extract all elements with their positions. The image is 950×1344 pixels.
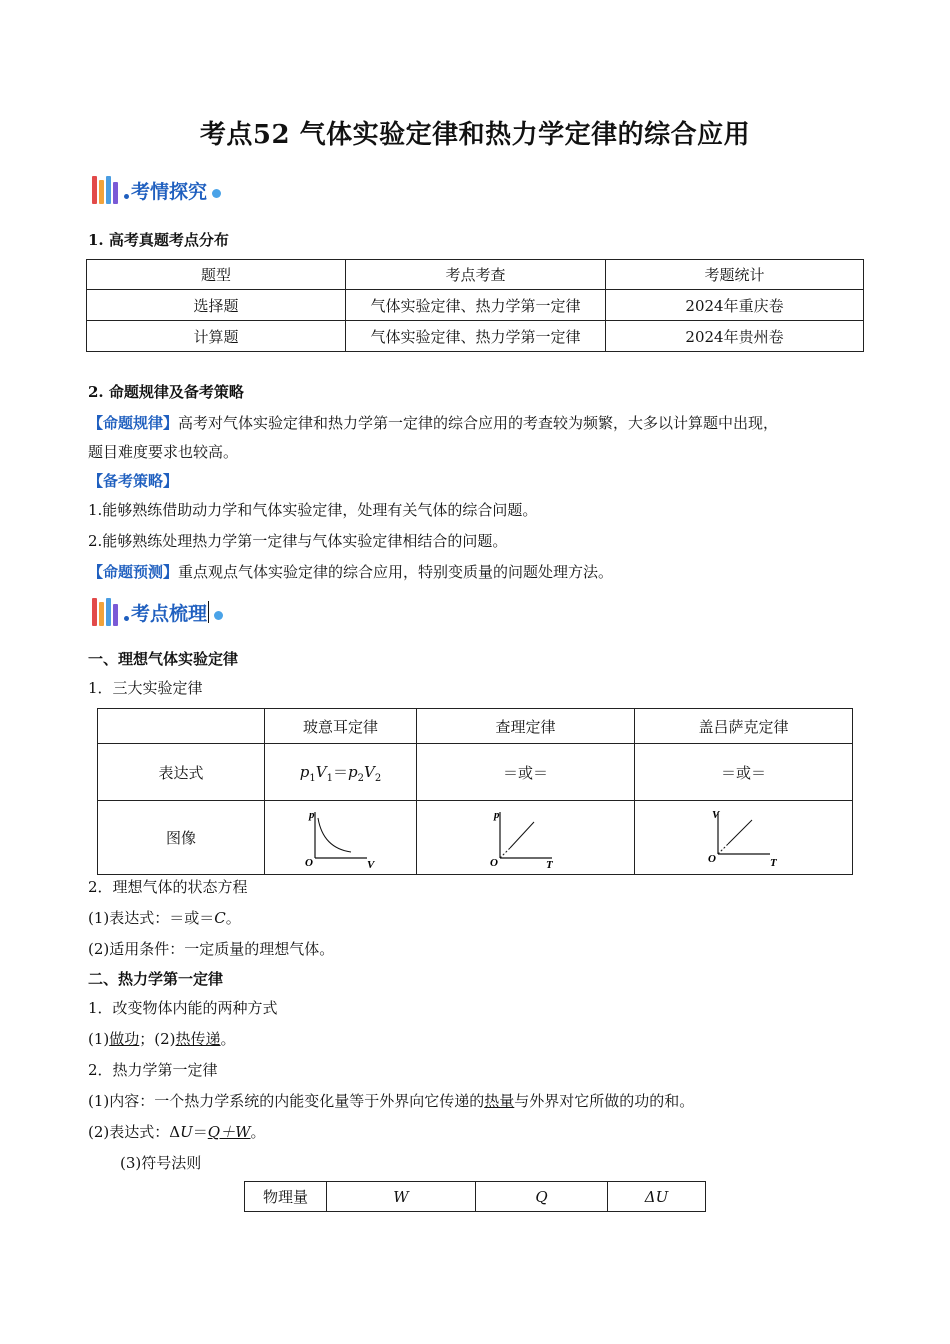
strategy-item: 2.能够熟练处理热力学第一定律与气体实验定律相结合的问题。 <box>88 532 508 550</box>
boyle-expression: $p_1V_1=p_2V_2$ <box>265 744 417 801</box>
dot-icon <box>214 611 223 620</box>
table-header <box>98 709 265 744</box>
table-header: 查理定律 <box>417 709 635 744</box>
table-cell: 表达式 <box>98 744 265 801</box>
section-heading: 1. 高考真题考点分布 <box>88 231 229 249</box>
sign-rule-table <box>244 1181 706 1212</box>
table-header: 玻意耳定律 <box>265 709 417 744</box>
table-cell: 2024年重庆卷 <box>606 290 864 321</box>
svg-text:O: O <box>707 852 716 865</box>
table-cell: 2024年贵州卷 <box>606 321 864 352</box>
table-cell: 气体实验定律、热力学第一定律 <box>346 321 606 352</box>
table-header: W <box>327 1182 476 1212</box>
sub-heading: 1．三大实验定律 <box>88 679 203 697</box>
charles-expression: ＝或＝ <box>417 744 635 801</box>
dot-icon <box>212 189 221 198</box>
page-title: 考点52 气体实验定律和热力学定律的综合应用 <box>199 120 751 150</box>
sub-heading: 1．改变物体内能的两种方式 <box>88 999 278 1017</box>
sub-heading: 2．理想气体的状态方程 <box>88 878 248 896</box>
table-cell: 气体实验定律、热力学第一定律 <box>346 290 606 321</box>
condition-text: (2)适用条件：一定质量的理想气体。 <box>88 940 335 958</box>
svg-text:p: p <box>493 808 499 821</box>
section-heading: 2. 命题规律及备考策略 <box>88 383 244 401</box>
sub-heading: 2．热力学第一定律 <box>88 1061 218 1079</box>
gaylussac-graph-cell <box>635 801 853 875</box>
predict-text: 重点观点气体实验定律的综合应用，特别变质量的问题处理方法。 <box>178 563 614 581</box>
table-header: 物理量 <box>245 1182 327 1212</box>
section-banner-key-points <box>92 598 223 626</box>
pt-line-graph <box>486 806 566 870</box>
rule-paragraph <box>88 412 778 434</box>
table-cell: 图像 <box>98 801 265 875</box>
first-law-formula: (2)表达式：ΔU＝Q＋W。 <box>88 1123 266 1141</box>
first-law-content: (1)内容：一个热力学系统的内能变化量等于外界向它传递的热量与外界对它所做的功的和。 <box>88 1092 695 1110</box>
charles-graph-cell <box>417 801 635 875</box>
svg-text:V: V <box>711 808 719 821</box>
svg-text:O: O <box>304 856 313 869</box>
table-header: ΔU <box>608 1182 706 1212</box>
svg-text:p: p <box>308 808 314 821</box>
sign-rule-heading: (3)符号法则 <box>120 1154 202 1172</box>
table-header: 考点考查 <box>346 260 606 290</box>
books-icon <box>92 598 118 626</box>
pv-hyperbola-graph <box>301 806 381 870</box>
rule-text-cont: 题目难度要求也较高。 <box>88 443 239 461</box>
rule-text: 高考对气体实验定律和热力学第一定律的综合应用的考查较为频繁，大多以计算题中出现， <box>178 414 779 432</box>
vt-line-graph <box>704 806 784 870</box>
table-cell: 计算题 <box>87 321 346 352</box>
banner-title: 考情探究 <box>131 180 208 203</box>
part-heading: 二、热力学第一定律 <box>88 970 224 988</box>
svg-text:V: V <box>366 858 374 870</box>
svg-text:T: T <box>769 856 777 869</box>
svg-text:O: O <box>489 856 498 869</box>
table-header: Q <box>476 1182 608 1212</box>
books-icon <box>92 176 118 204</box>
table-cell: 选择题 <box>87 290 346 321</box>
predict-paragraph <box>88 561 613 583</box>
energy-methods: (1)做功；(2)热传递。 <box>88 1030 236 1048</box>
exam-distribution-table <box>86 259 864 352</box>
strategy-tag: 【备考策略】 <box>88 472 179 490</box>
predict-tag: 【命题预测】 <box>88 563 179 581</box>
svg-text:T: T <box>545 858 553 870</box>
gas-laws-table <box>97 708 853 875</box>
state-equation: (1)表达式：＝或＝C。 <box>88 909 241 927</box>
boyle-graph-cell <box>265 801 417 875</box>
banner-title: 考点梳理 <box>131 602 208 625</box>
rule-tag: 【命题规律】 <box>88 414 179 432</box>
part-heading: 一、理想气体实验定律 <box>88 650 239 668</box>
strategy-item: 1.能够熟练借助动力学和气体实验定律，处理有关气体的综合问题。 <box>88 501 538 519</box>
table-header: 题型 <box>87 260 346 290</box>
table-header: 盖吕萨克定律 <box>635 709 853 744</box>
table-header: 考题统计 <box>606 260 864 290</box>
gaylussac-expression: ＝或＝ <box>635 744 853 801</box>
section-banner-exam-analysis <box>92 176 221 204</box>
